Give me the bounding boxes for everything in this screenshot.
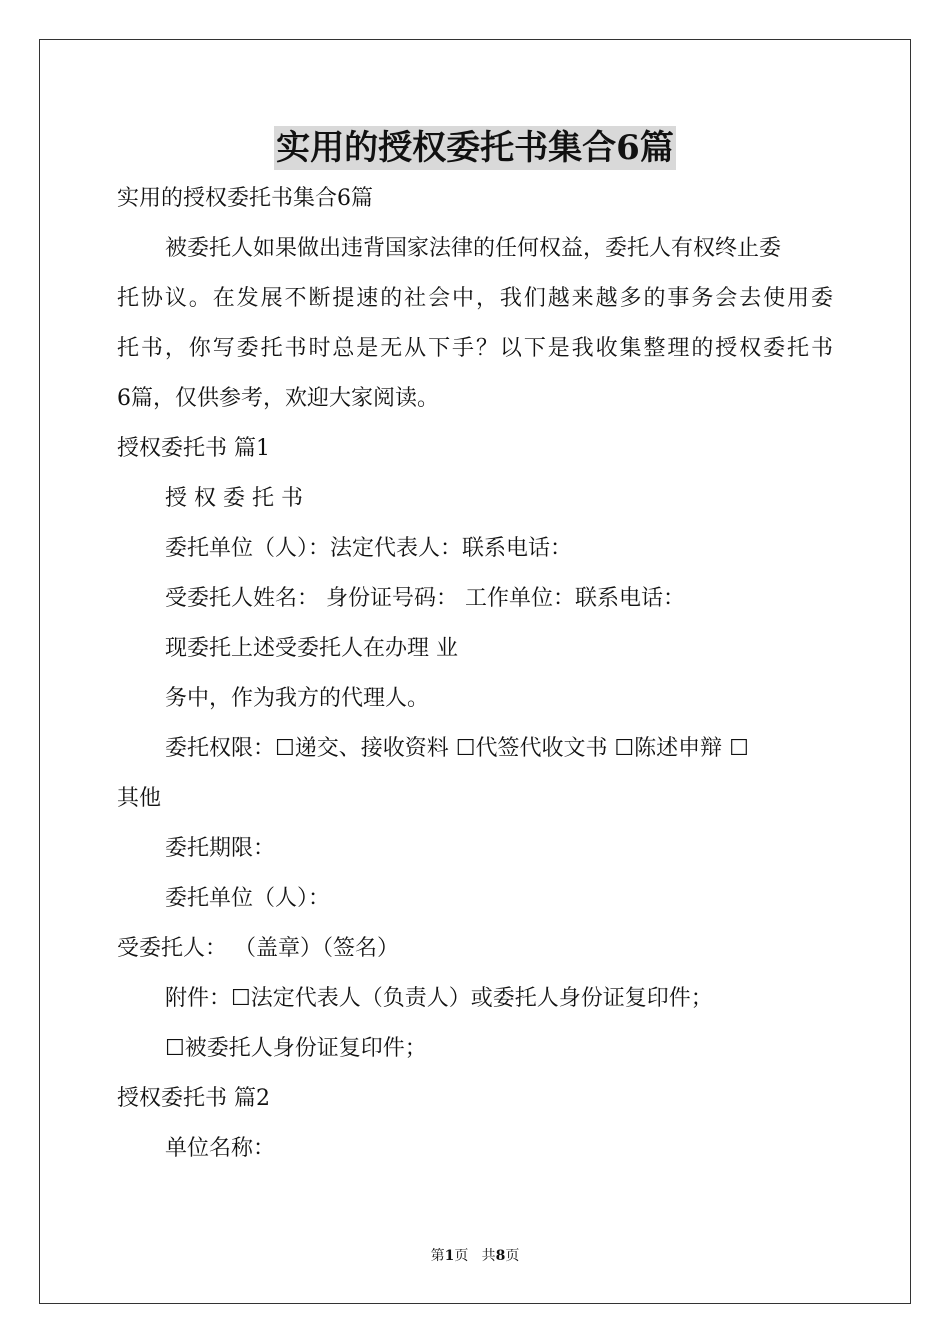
entrust-period-line: 委托期限： <box>165 836 276 861</box>
entrust-statement-line: 现委托上述受委托人在办理 业 <box>165 636 458 661</box>
intro-paragraph-line-2: 托协议。在发展不断提速的社会中，我们越来越多的事务会去使用委 <box>117 286 833 311</box>
page-separator: 页 共 <box>454 1248 496 1264</box>
intro-paragraph-line-3: 托书，你写委托书时总是无从下手？以下是我收集整理的授权委托书 <box>117 336 833 361</box>
attachment-line-2: ☐被委托人身份证复印件； <box>165 1036 427 1061</box>
section-2-heading: 授权委托书 篇2 <box>117 1086 270 1111</box>
entrusting-unit-line: 委托单位（人）：法定代表人：联系电话： <box>165 536 573 561</box>
document-subtitle: 实用的授权委托书集合6篇 <box>117 186 373 211</box>
unit-name-line: 单位名称： <box>165 1136 276 1161</box>
entrust-business-line: 务中，作为我方的代理人。 <box>165 686 430 711</box>
agent-info-line: 受委托人姓名： 身份证号码： 工作单位：联系电话： <box>165 586 685 611</box>
total-page-number: 8 <box>495 1248 506 1264</box>
authority-other-line: 其他 <box>117 786 162 811</box>
intro-paragraph-line-1: 被委托人如果做出违背国家法律的任何权益，委托人有权终止委 <box>165 236 782 261</box>
page-suffix: 页 <box>505 1248 520 1264</box>
section-1-heading: 授权委托书 篇1 <box>117 436 270 461</box>
page-frame <box>39 39 911 1304</box>
form-title: 授 权 委 托 书 <box>165 486 303 511</box>
attachment-line-1: 附件：☐法定代表人（负责人）或委托人身份证复印件； <box>165 986 713 1011</box>
document-title: 实用的授权委托书集合6篇 <box>276 128 674 168</box>
authority-scope-line: 委托权限：☐递交、接收资料 ☐代签代收文书 ☐陈述申辩 ☐ <box>165 736 749 761</box>
page-footer <box>0 1246 950 1266</box>
current-page-number: 1 <box>444 1248 455 1264</box>
entrusting-unit-sign-line: 委托单位（人）： <box>165 886 331 911</box>
page-prefix: 第 <box>430 1248 445 1264</box>
agent-sign-line: 受委托人： （盖章）（签名） <box>117 936 399 961</box>
title-container <box>0 126 950 170</box>
intro-paragraph-line-4: 6篇，仅供参考，欢迎大家阅读。 <box>117 386 439 411</box>
